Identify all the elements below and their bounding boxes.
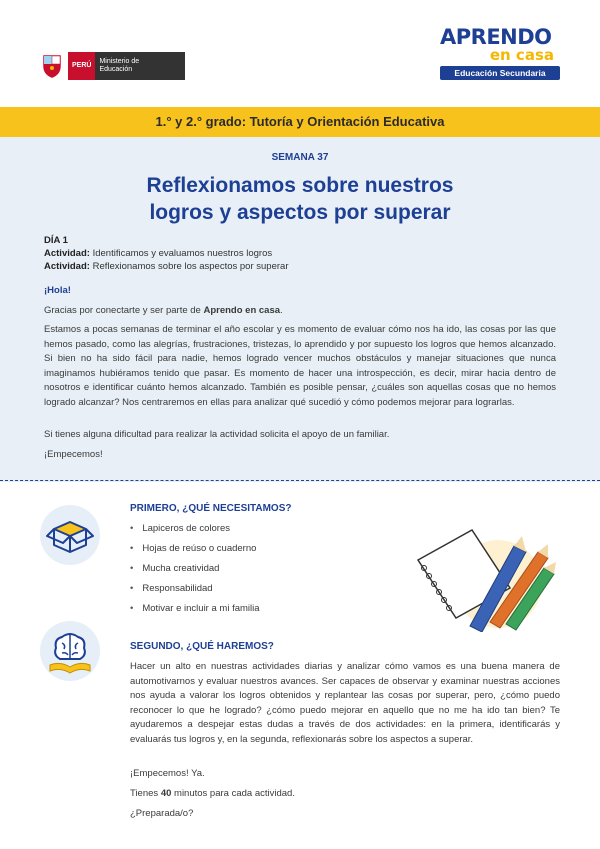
segundo-paragraph: Hacer un alto en nuestras actividades diarias y analizar cómo vamos es una buena manera de automotivarnos y evaluar nuestros avances. Ser capaces de observar y examinar nuestras acciones nos ayuda a valorar los logros obtenidos y replantear las cosas por superar, pero, ¿cómo puedo reconocer lo que he logrado? ¿cómo puedo mejorar en aquello que no me ha ido tan bien? Te ayudaremos a despejar estas dudas a través de dos actividades: en la primera, identificarás y evaluarás tus logros y, en la segunda, reflexionarás sobre los aspectos a superar. [130, 661, 560, 745]
lesson-title [0, 172, 600, 226]
start-text: ¡Empecemos! [44, 449, 103, 460]
brain-icon-circle [40, 621, 100, 681]
ready-text: ¿Preparada/o? [130, 808, 194, 819]
week-label: SEMANA 37 [271, 152, 329, 163]
peru-label: PERÚ [68, 52, 95, 80]
materials-list [130, 519, 260, 619]
lesson-title-line1: Reflexionamos sobre nuestros [146, 174, 454, 197]
brand-subtitle: en casa [489, 46, 554, 64]
activity-2: Actividad: Reflexionamos sobre los aspectos por superar [44, 261, 289, 272]
box-icon-circle [40, 505, 100, 565]
notebook-and-pencils-icon [410, 522, 560, 632]
list-item: • Lapiceros de colores [130, 519, 260, 539]
government-logo [42, 52, 185, 80]
ministry-label: Ministerio de Educación [95, 52, 185, 80]
brain-book-icon [40, 621, 100, 681]
day-activities [44, 234, 288, 273]
list-item: • Mucha creatividad [130, 559, 260, 579]
grade-subject-band: 1.° y 2.° grado: Tutoría y Orientación Educativa [0, 107, 600, 137]
brand-title: APRENDO [440, 25, 552, 49]
day-label: DÍA 1 [44, 235, 68, 246]
segundo-title: SEGUNDO, ¿QUÉ HAREMOS? [130, 641, 274, 652]
brand-level: Educación Secundaria [440, 66, 560, 80]
lesson-title-line2: logros y aspectos por superar [149, 201, 451, 224]
support-text: Si tienes alguna dificultad para realizar la actividad solicita el apoyo de un familiar. [44, 429, 390, 440]
greeting: ¡Hola! [44, 285, 71, 296]
aprendo-en-casa-logo [440, 26, 560, 82]
page-header [0, 0, 600, 105]
primero-title: PRIMERO, ¿QUÉ NECESITAMOS? [130, 503, 292, 514]
intro-paragraph: Estamos a pocas semanas de terminar el año escolar y es momento de evaluar cómo nos ha ido, las cosas por las que hemos pasado, como las alegrías, frustraciones, tristezas, lo aprendido y por supuesto los logros que hemos alcanzado. Si bien no ha sido fácil para nadie, hemos logrado vencer muchos obstáculos y manejar situaciones que nunca imaginamos hubiéramos tenido que pasar. Es momento de hacer una introspección, es decir, mirar hacia dentro de nosotros e identificar cuánto hemos alcanzado. También es posible pensar, ¿cuáles son aquellas cosas que no hemos logrado alcanzar? Nos centraremos en ellas para analizar qué sucedió y cómo podemos mejorar para lograrlas. [44, 324, 556, 408]
open-box-icon [40, 505, 100, 565]
list-item: • Responsabilidad [130, 579, 260, 599]
time-text: Tienes 40 minutos para cada actividad. [130, 788, 295, 799]
segundo-start: ¡Empecemos! Ya. [130, 768, 205, 779]
thanks-text: Gracias por conectarte y ser parte de Aprendo en casa. [44, 305, 283, 316]
section-divider [0, 480, 600, 481]
activity-1: Actividad: Identificamos y evaluamos nuestros logros [44, 248, 273, 259]
peru-coat-of-arms-icon [42, 54, 62, 78]
list-item: • Motivar e incluir a mi familia [130, 599, 260, 619]
list-item: • Hojas de reúso o cuaderno [130, 539, 260, 559]
